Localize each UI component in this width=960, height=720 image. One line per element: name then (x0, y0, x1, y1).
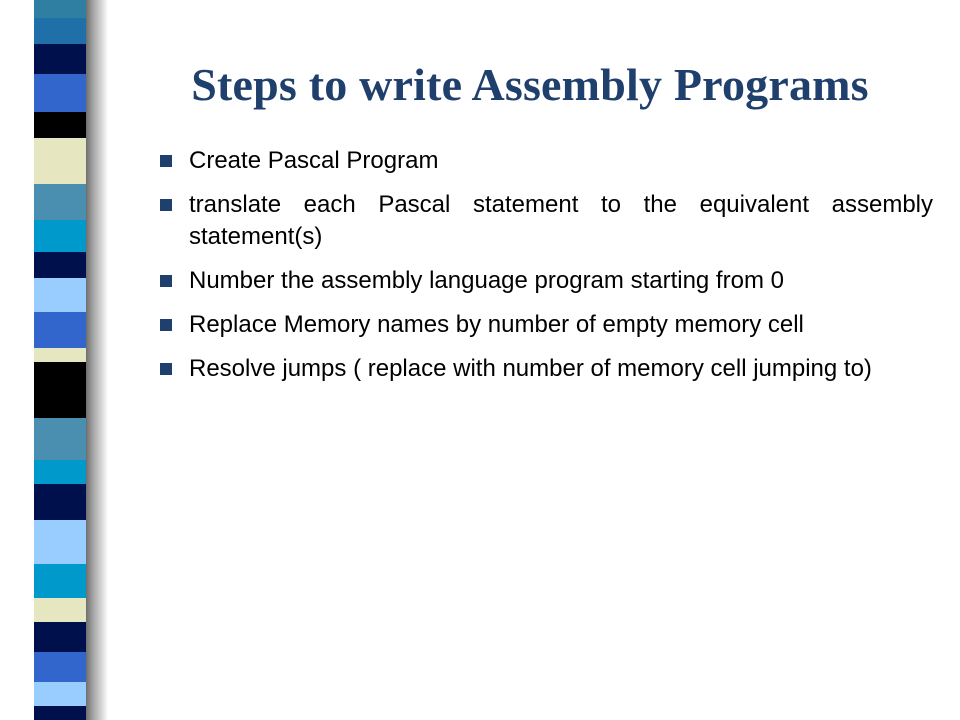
stripe-block (34, 220, 86, 252)
square-bullet-icon (160, 155, 172, 167)
stripe-block (34, 252, 86, 278)
stripe-block (34, 622, 86, 652)
stripe-block (34, 362, 86, 418)
square-bullet-icon (160, 363, 172, 375)
stripe-block (34, 18, 86, 44)
stripe-block (34, 682, 86, 706)
bullet-text: Number the assembly language program starting from 0 (189, 267, 784, 294)
square-bullet-icon (160, 275, 172, 287)
bullet-text: Resolve jumps ( replace with number of memory cell jumping to) (189, 355, 872, 382)
stripe-block (34, 706, 86, 720)
stripe-block (34, 278, 86, 312)
stripe-block (34, 520, 86, 564)
bullet-item (160, 309, 933, 341)
bullet-text: Replace Memory names by number of empty memory cell (189, 311, 804, 338)
square-bullet-icon (160, 199, 172, 211)
stripe-shadow (86, 0, 108, 720)
stripe-block (34, 348, 86, 362)
stripe-block (34, 44, 86, 74)
bullet-item (160, 145, 933, 177)
stripe-block (34, 418, 86, 460)
stripe-block (34, 138, 86, 184)
stripe-block (34, 0, 86, 18)
stripe-block (34, 652, 86, 682)
bullet-list (160, 145, 933, 397)
stripe-block (34, 460, 86, 484)
bullet-item (160, 265, 933, 297)
square-bullet-icon (160, 319, 172, 331)
decorative-stripe-bar (34, 0, 86, 720)
stripe-block (34, 312, 86, 348)
stripe-block (34, 598, 86, 622)
bullet-item (160, 353, 933, 385)
bullet-text: Create Pascal Program (189, 147, 439, 174)
stripe-block (34, 112, 86, 138)
bullet-item (160, 189, 933, 253)
stripe-block (34, 74, 86, 112)
stripe-block (34, 484, 86, 520)
slide-title: Steps to write Assembly Programs (191, 59, 869, 110)
stripe-block (34, 564, 86, 598)
bullet-text: translate each Pascal statement to the equivalent assembly statement(s) (189, 191, 933, 250)
stripe-block (34, 184, 86, 220)
